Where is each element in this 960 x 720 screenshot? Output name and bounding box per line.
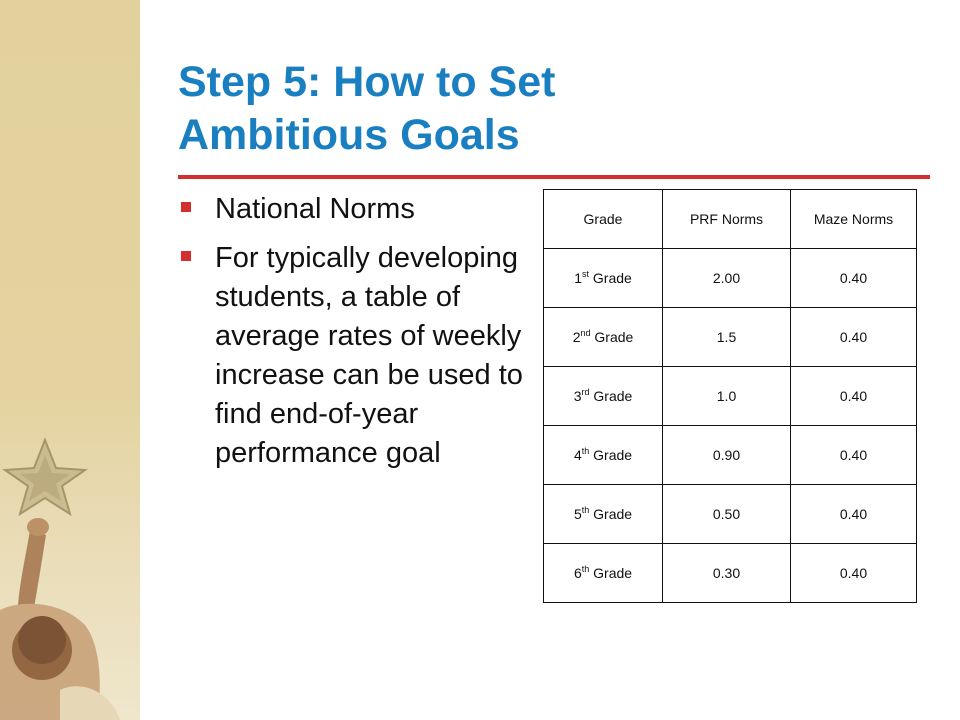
bullet-text: For typically developing students, a table of average rates of weekly increase can be used to find end-of-year performance goal [215,242,523,469]
maze-cell: 0.40 [791,426,917,485]
table-row [544,544,917,603]
grade-cell: 6th Grade [544,544,663,603]
header-prf-norms: PRF Norms [663,190,791,249]
grade-cell: 5th Grade [544,485,663,544]
slide-title-line-1: Step 5: How to Set [178,58,556,106]
slide-title [178,56,918,162]
table-header-row [544,190,917,249]
grade-cell: 2nd Grade [544,308,663,367]
maze-cell: 0.40 [791,249,917,308]
grade-cell: 1st Grade [544,249,663,308]
table-row [544,426,917,485]
square-bullet-icon [181,202,191,212]
grade-cell: 4th Grade [544,426,663,485]
table-row [544,308,917,367]
table-row [544,367,917,426]
header-grade: Grade [544,190,663,249]
bullet-text: National Norms [215,193,415,225]
norms-table [543,189,917,603]
prf-cell: 0.50 [663,485,791,544]
prf-cell: 0.30 [663,544,791,603]
star-icon [5,440,85,514]
maze-cell: 0.40 [791,544,917,603]
sidebar-illustration [0,0,140,720]
title-divider [178,175,930,179]
slide-title-line-2: Ambitious Goals [178,111,520,159]
maze-cell: 0.40 [791,485,917,544]
bullet-list [178,190,523,483]
prf-cell: 1.5 [663,308,791,367]
prf-cell: 0.90 [663,426,791,485]
grade-cell: 3rd Grade [544,367,663,426]
bullet-item [178,239,523,473]
bullet-item [178,190,523,229]
table-row [544,249,917,308]
decorative-sidebar [0,0,140,720]
table-row [544,485,917,544]
prf-cell: 1.0 [663,367,791,426]
child-reaching-illustration [0,518,120,720]
maze-cell: 0.40 [791,367,917,426]
prf-cell: 2.00 [663,249,791,308]
square-bullet-icon [181,251,191,261]
maze-cell: 0.40 [791,308,917,367]
header-maze-norms: Maze Norms [791,190,917,249]
